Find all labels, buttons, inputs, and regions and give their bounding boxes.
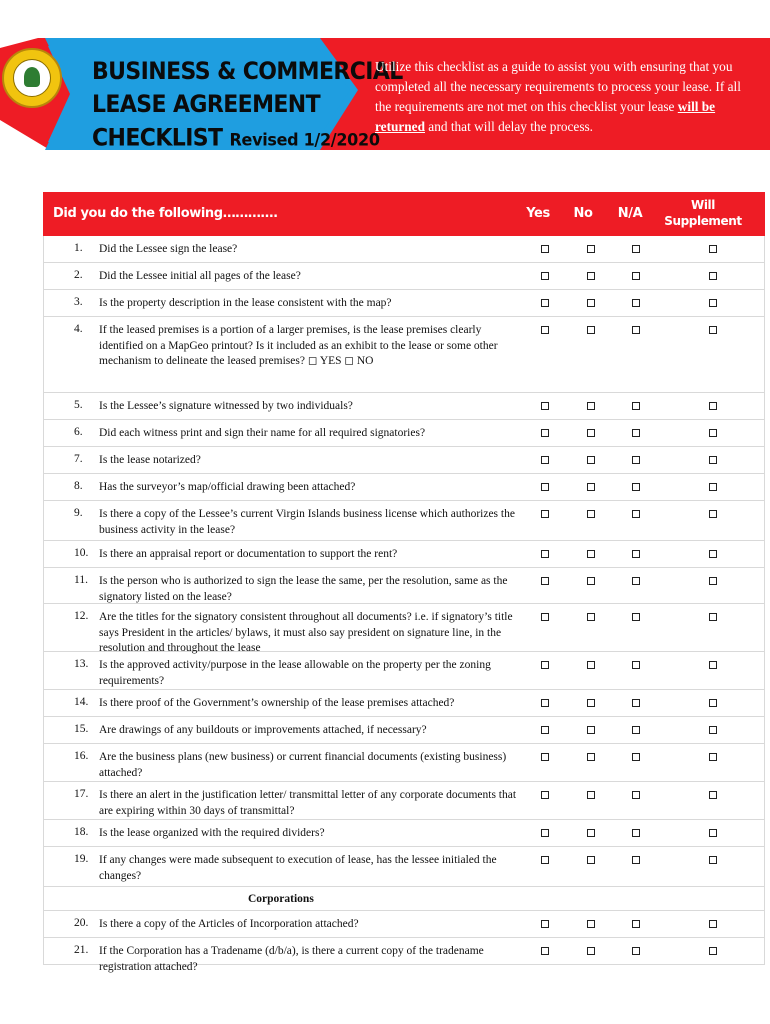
will-supplement-checkbox[interactable] bbox=[709, 699, 717, 707]
no-checkbox[interactable] bbox=[587, 245, 595, 253]
note-emphasis: will be returned bbox=[375, 99, 716, 134]
will-supplement-checkbox[interactable] bbox=[709, 613, 717, 621]
row-number: 20. bbox=[74, 917, 89, 929]
row-question: Are the titles for the signatory consistent throughout all documents? i.e. if signatory’s title says President in the articles/ bylaws, it must also say president on signature line, in the resolution and throughout the lease bbox=[99, 611, 513, 654]
yes-checkbox[interactable] bbox=[541, 402, 549, 410]
na-checkbox[interactable] bbox=[632, 947, 640, 955]
no-checkbox[interactable] bbox=[587, 483, 595, 491]
table-header bbox=[43, 192, 765, 236]
no-checkbox[interactable] bbox=[587, 613, 595, 621]
no-column-header: No bbox=[573, 206, 593, 221]
row-question: Is the Lessee’s signature witnessed by two individuals? bbox=[99, 400, 353, 412]
no-checkbox[interactable] bbox=[587, 726, 595, 734]
table-row bbox=[43, 474, 765, 501]
table-row bbox=[43, 690, 765, 717]
row-question: Are the business plans (new business) or current financial documents (existing business) attached? bbox=[99, 751, 507, 779]
table-row bbox=[43, 820, 765, 847]
row-number: 3. bbox=[74, 296, 83, 308]
will-supplement-checkbox[interactable] bbox=[709, 456, 717, 464]
will-supplement-checkbox[interactable] bbox=[709, 299, 717, 307]
row-question: Is there a copy of the Articles of Incorporation attached? bbox=[99, 918, 359, 930]
na-checkbox[interactable] bbox=[632, 456, 640, 464]
will-supplement-checkbox[interactable] bbox=[709, 550, 717, 558]
no-checkbox[interactable] bbox=[587, 829, 595, 837]
table-row bbox=[43, 290, 765, 317]
table-row bbox=[43, 541, 765, 568]
section-corporations bbox=[43, 887, 765, 911]
table-row bbox=[43, 447, 765, 474]
yes-checkbox[interactable] bbox=[541, 326, 549, 334]
na-checkbox[interactable] bbox=[632, 483, 640, 491]
yes-checkbox[interactable] bbox=[541, 577, 549, 585]
row-number: 4. bbox=[74, 323, 83, 335]
will-supplement-checkbox[interactable] bbox=[709, 402, 717, 410]
table-row bbox=[43, 236, 765, 263]
note-text-1: Utilize this checklist as a guide to assist you with ensuring that you completed all the necessary requirements to process your lease. If all the requirements are not met on this checklist your lease bbox=[375, 59, 741, 114]
yes-checkbox[interactable] bbox=[541, 829, 549, 837]
row-number: 18. bbox=[74, 826, 89, 838]
row-question: Is the approved activity/purpose in the lease allowable on the property per the zoning requirements? bbox=[99, 659, 491, 687]
row-question: Has the surveyor’s map/official drawing been attached? bbox=[99, 481, 356, 493]
yes-checkbox[interactable] bbox=[541, 947, 549, 955]
no-checkbox[interactable] bbox=[587, 429, 595, 437]
yes-checkbox[interactable] bbox=[541, 920, 549, 928]
na-checkbox[interactable] bbox=[632, 326, 640, 334]
na-checkbox[interactable] bbox=[632, 429, 640, 437]
yes-checkbox[interactable] bbox=[541, 726, 549, 734]
row-question: Is there a copy of the Lessee’s current Virgin Islands business license which authorizes the business activity in the lease? bbox=[99, 508, 515, 536]
will-supplement-checkbox[interactable] bbox=[709, 856, 717, 864]
row-number: 13. bbox=[74, 658, 89, 670]
title-line-3 bbox=[92, 122, 403, 157]
row-question: Is there an appraisal report or documentation to support the rent? bbox=[99, 548, 398, 560]
table-row bbox=[43, 393, 765, 420]
note-text-2: and that will delay the process. bbox=[424, 119, 593, 134]
will-supplement-checkbox[interactable] bbox=[709, 920, 717, 928]
row-question: Is there an alert in the justification letter/ transmittal letter of any corporate documents that are expiring within 30 days of transmittal? bbox=[99, 789, 517, 817]
na-checkbox[interactable] bbox=[632, 726, 640, 734]
no-checkbox[interactable] bbox=[587, 577, 595, 585]
row-number: 10. bbox=[74, 547, 89, 559]
will-supplement-checkbox[interactable] bbox=[709, 661, 717, 669]
row-question: If any changes were made subsequent to execution of lease, has the lessee initialed the changes? bbox=[99, 854, 497, 882]
seal-emblem bbox=[13, 59, 51, 97]
row-question: Is the lease organized with the required dividers? bbox=[99, 827, 325, 839]
yes-checkbox[interactable] bbox=[541, 856, 549, 864]
row-question: Is the property description in the lease consistent with the map? bbox=[99, 297, 392, 309]
no-checkbox[interactable] bbox=[587, 920, 595, 928]
title-line-1: BUSINESS & COMMERCIAL bbox=[92, 58, 403, 86]
row-number: 11. bbox=[74, 574, 88, 586]
no-checkbox[interactable] bbox=[587, 699, 595, 707]
row-number: 1. bbox=[74, 242, 83, 254]
na-checkbox[interactable] bbox=[632, 245, 640, 253]
no-checkbox[interactable] bbox=[587, 402, 595, 410]
no-checkbox[interactable] bbox=[587, 856, 595, 864]
section-label: Corporations bbox=[248, 893, 314, 905]
will-supplement-checkbox[interactable] bbox=[709, 829, 717, 837]
row-number: 9. bbox=[74, 507, 83, 519]
title-checklist: CHECKLIST bbox=[92, 125, 223, 153]
na-column-header: N/A bbox=[617, 206, 643, 221]
table-row bbox=[43, 568, 765, 604]
na-checkbox[interactable] bbox=[632, 272, 640, 280]
row-number: 8. bbox=[74, 480, 83, 492]
row-question: If the leased premises is a portion of a larger premises, is the lease premises clearly identified on a MapGeo printout? Is it included as an exhibit to the lease or some other mechanism to delineate the leased premises? ◻ YES ◻ NO bbox=[99, 324, 498, 367]
yes-checkbox[interactable] bbox=[541, 613, 549, 621]
yes-column-header: Yes bbox=[526, 206, 550, 221]
na-checkbox[interactable] bbox=[632, 920, 640, 928]
na-checkbox[interactable] bbox=[632, 753, 640, 761]
row-question: Are drawings of any buildouts or improvements attached, if necessary? bbox=[99, 724, 427, 736]
table-row bbox=[43, 501, 765, 541]
table-row bbox=[43, 782, 765, 820]
na-checkbox[interactable] bbox=[632, 577, 640, 585]
table-row bbox=[43, 317, 765, 393]
row-question: Is the lease notarized? bbox=[99, 454, 201, 466]
table-body bbox=[43, 236, 765, 973]
revised-date: Revised 1/2/2020 bbox=[229, 129, 380, 151]
row-number: 14. bbox=[74, 696, 89, 708]
no-checkbox[interactable] bbox=[587, 510, 595, 518]
will-supplement-checkbox[interactable] bbox=[709, 429, 717, 437]
row-question: If the Corporation has a Tradename (d/b/a), is there a current copy of the tradename registration attached? bbox=[99, 945, 484, 973]
yes-checkbox[interactable] bbox=[541, 510, 549, 518]
row-question: Did the Lessee sign the lease? bbox=[99, 243, 238, 255]
table-row bbox=[43, 604, 765, 652]
table-row bbox=[43, 652, 765, 690]
na-checkbox[interactable] bbox=[632, 791, 640, 799]
no-checkbox[interactable] bbox=[587, 326, 595, 334]
na-checkbox[interactable] bbox=[632, 699, 640, 707]
yes-checkbox[interactable] bbox=[541, 483, 549, 491]
will-supplement-checkbox[interactable] bbox=[709, 726, 717, 734]
row-question: Is the person who is authorized to sign the lease the same, per the resolution, same as the signatory listed on the lease? bbox=[99, 575, 508, 603]
row-number: 2. bbox=[74, 269, 83, 281]
will-supplement-checkbox[interactable] bbox=[709, 510, 717, 518]
row-number: 6. bbox=[74, 426, 83, 438]
yes-checkbox[interactable] bbox=[541, 550, 549, 558]
na-checkbox[interactable] bbox=[632, 402, 640, 410]
yes-checkbox[interactable] bbox=[541, 272, 549, 280]
na-checkbox[interactable] bbox=[632, 613, 640, 621]
department-seal-logo bbox=[2, 48, 62, 108]
will-supplement-checkbox[interactable] bbox=[709, 753, 717, 761]
title-line-2: LEASE AGREEMENT bbox=[92, 91, 321, 119]
no-checkbox[interactable] bbox=[587, 753, 595, 761]
table-row bbox=[43, 744, 765, 782]
row-number: 21. bbox=[74, 944, 89, 956]
yes-checkbox[interactable] bbox=[541, 299, 549, 307]
no-checkbox[interactable] bbox=[587, 272, 595, 280]
table-row bbox=[43, 717, 765, 744]
row-question: Did each witness print and sign their name for all required signatories? bbox=[99, 427, 426, 439]
yes-checkbox[interactable] bbox=[541, 429, 549, 437]
yes-checkbox[interactable] bbox=[541, 245, 549, 253]
na-checkbox[interactable] bbox=[632, 829, 640, 837]
checklist-table bbox=[43, 192, 765, 973]
yes-checkbox[interactable] bbox=[541, 661, 549, 669]
row-number: 15. bbox=[74, 723, 89, 735]
table-row bbox=[43, 420, 765, 447]
no-checkbox[interactable] bbox=[587, 661, 595, 669]
no-checkbox[interactable] bbox=[587, 456, 595, 464]
will-supplement-checkbox[interactable] bbox=[709, 272, 717, 280]
no-checkbox[interactable] bbox=[587, 947, 595, 955]
no-checkbox[interactable] bbox=[587, 550, 595, 558]
instruction-note bbox=[375, 57, 755, 137]
will-supplement-checkbox[interactable] bbox=[709, 947, 717, 955]
na-checkbox[interactable] bbox=[632, 299, 640, 307]
row-number: 7. bbox=[74, 453, 83, 465]
will-supplement-checkbox[interactable] bbox=[709, 483, 717, 491]
row-number: 19. bbox=[74, 853, 89, 865]
yes-checkbox[interactable] bbox=[541, 699, 549, 707]
yes-checkbox[interactable] bbox=[541, 456, 549, 464]
row-number: 17. bbox=[74, 788, 89, 800]
question-column-header: Did you do the following…………. bbox=[53, 206, 278, 221]
will-supplement-checkbox[interactable] bbox=[709, 326, 717, 334]
table-row bbox=[43, 263, 765, 290]
yes-checkbox[interactable] bbox=[541, 791, 549, 799]
no-checkbox[interactable] bbox=[587, 791, 595, 799]
row-number: 5. bbox=[74, 399, 83, 411]
row-question: Did the Lessee initial all pages of the lease? bbox=[99, 270, 301, 282]
na-checkbox[interactable] bbox=[632, 550, 640, 558]
na-checkbox[interactable] bbox=[632, 510, 640, 518]
table-row bbox=[43, 847, 765, 887]
row-question: Is there proof of the Government’s ownership of the lease premises attached? bbox=[99, 697, 455, 709]
table-row bbox=[43, 911, 765, 938]
table-row bbox=[43, 938, 765, 973]
will-supplement-checkbox[interactable] bbox=[709, 245, 717, 253]
will-supplement-checkbox[interactable] bbox=[709, 577, 717, 585]
no-checkbox[interactable] bbox=[587, 299, 595, 307]
will-supplement-checkbox[interactable] bbox=[709, 791, 717, 799]
page-title bbox=[92, 55, 403, 157]
row-number: 12. bbox=[74, 610, 89, 622]
na-checkbox[interactable] bbox=[632, 661, 640, 669]
na-checkbox[interactable] bbox=[632, 856, 640, 864]
row-number: 16. bbox=[74, 750, 89, 762]
yes-checkbox[interactable] bbox=[541, 753, 549, 761]
will-supplement-column-header: Will Supplement bbox=[664, 198, 742, 228]
